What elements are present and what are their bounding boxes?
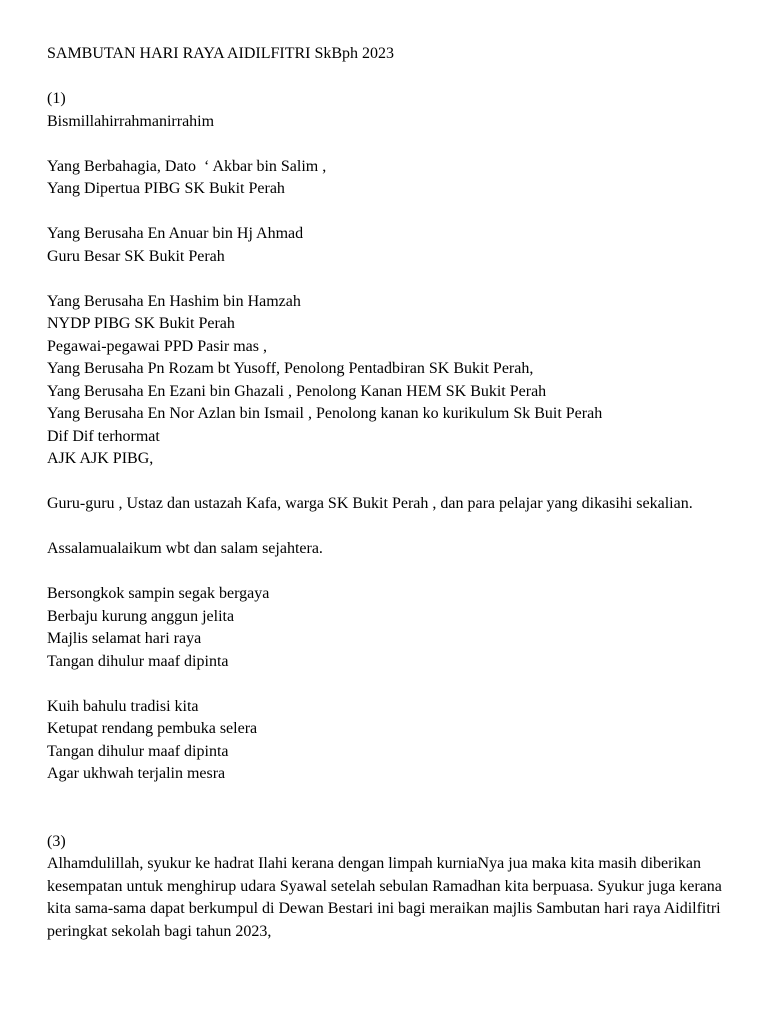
salutation-line: Yang Dipertua PIBG SK Bukit Perah [47,180,285,197]
section-3-body: Alhamdulillah, syukur ke hadrat Ilahi kerana dengan limpah kurniaNya jua maka kita masih diberikan kesempatan untuk menghirup udara Syawal setelah sebulan Ramadhan kita berpuasa. Syukur juga kerana kita sama-sama dapat berkumpul di Dewan Bestari ini bagi meraikan majlis Sambutan hari raya Aidilfitri peringkat sekolah bagi tahun 2023, [47,855,722,940]
spacer [47,516,748,539]
salutation-line: Yang Berusaha Pn Rozam bt Yusoff, Penolong Pentadbiran SK Bukit Perah, [47,360,534,377]
spacer [47,268,748,291]
section-3 [47,831,748,944]
salutation-group-1 [47,156,748,201]
pantun-line: Berbaju kurung anggun jelita [47,607,235,625]
section-number: (1) [47,90,66,107]
salutation-line: Yang Berusaha En Ezani bin Ghazali , Penolong Kanan HEM SK Bukit Perah [47,382,547,400]
pantun-line: Tangan dihulur maaf dipinta [47,652,229,670]
salutation-line: Yang Berusaha En Anuar bin Hj Ahmad [47,225,304,242]
audience-paragraph: Guru-guru , Ustaz dan ustazah Kafa, warga SK Bukit Perah , dan para pelajar yang dikasihi sekalian. [47,495,693,512]
spacer [47,673,748,696]
opening-line: Bismillahirrahmanirrahim [47,112,215,130]
pantun-line: Majlis selamat hari raya [47,630,202,647]
greeting-line: Assalamualaikum wbt dan salam sejahtera. [47,540,323,557]
pantun-line: Bersongkok sampin segak bergaya [47,585,270,602]
pantun-line: Agar ukhwah terjalin mesra [47,765,226,782]
pantun-line: Kuih bahulu tradisi kita [47,697,199,715]
salutation-line: Guru Besar SK Bukit Perah [47,247,225,265]
spacer [47,786,748,831]
salutation-group-2 [47,223,748,268]
salutation-line: Yang Berusaha En Nor Azlan bin Ismail , Penolong kanan ko kurikulum Sk Buit Perah [47,405,603,422]
pantun-line: Ketupat rendang pembuka selera [47,720,258,737]
spacer [47,471,748,494]
pantun-line: Tangan dihulur maaf dipinta [47,742,229,760]
section-1 [47,88,748,133]
spacer [47,66,748,89]
pantun-1 [47,583,748,673]
section-number: (3) [47,832,66,850]
pantun-2 [47,696,748,786]
spacer [47,201,748,224]
salutation-line: Pegawai-pegawai PPD Pasir mas , [47,337,267,355]
salutation-group-3 [47,291,748,471]
salutation-line: AJK AJK PIBG, [47,450,154,467]
document-title: SAMBUTAN HARI RAYA AIDILFITRI SkBph 2023 [47,45,395,62]
salutation-line: NYDP PIBG SK Bukit Perah [47,315,235,332]
salutation-line: Dif Dif terhormat [47,427,160,445]
spacer [47,561,748,584]
salutation-line: Yang Berusaha En Hashim bin Hamzah [47,292,301,310]
spacer [47,133,748,156]
salutation-line: Yang Berbahagia, Dato ‘ Akbar bin Salim , [47,157,327,175]
